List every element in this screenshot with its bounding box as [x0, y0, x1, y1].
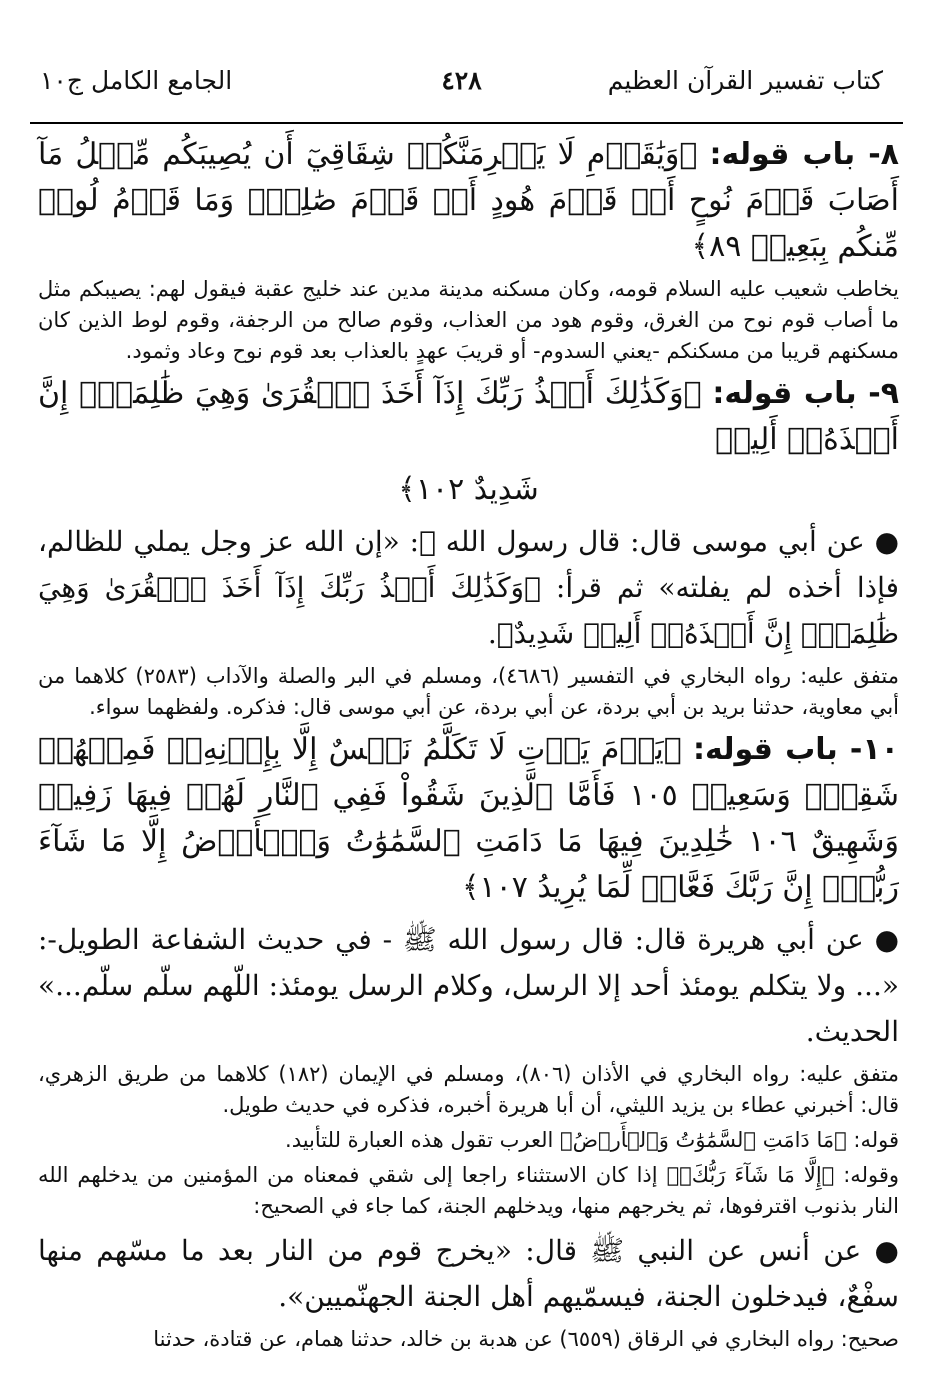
takhrij-abu-hurayra: متفق عليه: رواه البخاري في الأذان (٨٠٦)، ومسلم في الإيمان (١٨٢) كلاهما من طريق الزهري، قال: أخبرني عطاء بن يزيد الليثي، أن أبا هريرة أخبره، فذكره في حديث طويل. [38, 1062, 900, 1117]
chapter-9-label: ٩- باب قوله: [712, 376, 899, 411]
volume-title: الجامع الكامل ج١٠ [40, 66, 233, 95]
commentary-1: قوله: ﴿مَا دَامَتِ ٱلسَّمَٰوَٰتُ وَٱلۡأَرۡضُ﴾ العرب تقول هذه العبارة للتأبيد. [285, 1128, 899, 1152]
chapter-9 [38, 371, 899, 463]
hadith-anas: ● عن أنس عن النبي ﷺ قال: «يخرج قوم من النار بعد ما مسّهم منها سفْعٌ، فيدخلون الجنة، فيسمّيهم أهل الجنة الجهنّميين». [38, 1234, 899, 1313]
page-header [40, 62, 883, 108]
takhrij-anas: صحيح: رواه البخاري في الرقاق (٦٥٥٩) عن هدبة بن خالد، حدثنا همام، عن قتادة، حدثنا [153, 1327, 899, 1351]
hadith-abu-hurayra: ● عن أبي هريرة قال: قال رسول الله ﷺ - في حديث الشفاعة الطويل-: «... ولا يتكلم يومئذ أحد إلا الرسل، وكلام الرسل يومئذ: اللّهم سلّم سلّم...» الحديث. [38, 923, 899, 1048]
chapter-8 [38, 132, 899, 270]
header-rule [30, 122, 903, 124]
commentary-2: وقوله: ﴿إِلَّا مَا شَآءَ رَبُّكَۚ﴾ إذا كان الاستثناء راجعا إلى شقي فمعناه من المؤمنين من يدخلهم الله النار بذنوب اقترفوها، ثم يخرجهم منها، ويدخلهم الجنة، كما جاء في الصحيح: [38, 1163, 899, 1218]
takhrij-abu-musa: متفق عليه: رواه البخاري في التفسير (٤٦٨٦)، ومسلم في البر والصلة والآداب (٢٥٨٣) كلاهما من أبي معاوية، حدثنا بريد بن أبي بردة، عن أبي بردة، عن أبي موسى قال: فذكره. ولفظهما سواء. [38, 664, 900, 719]
hadith-abu-musa: ● عن أبي موسى قال: قال رسول الله ﷺ: «إن الله عز وجل يملي للظالم، فإذا أخذه لم يفلته» ثم قرأ: ﴿وَكَذَٰلِكَ أَخۡذُ رَبِّكَ إِذَآ أَخَذَ ٱلۡقُرَىٰ وَهِيَ ظَٰلِمَةٌۚ إِنَّ أَخۡذَهُۥٓ أَلِيمٞ شَدِيدٌ﴾. [38, 525, 899, 650]
chapter-9-verse-end: شَدِيدٌ ١٠٢﴾ [398, 472, 539, 507]
page-number: ٤٢٨ [441, 66, 482, 95]
chapter-10-label: ١٠- باب قوله: [693, 732, 899, 767]
chapter-8-verse: ﴿وَيَٰقَوۡمِ لَا يَجۡرِمَنَّكُمۡ شِقَاقِيٓ أَن يُصِيبَكُم مِّثۡلُ مَآ أَصَابَ قَوۡمَ نُوحٍ أَوۡ قَوۡمَ هُودٍ أَوۡ قَوۡمَ صَٰلِحٖۚ وَمَا قَوۡمُ لُوطٖ مِّنكُم بِبَعِيدٖ ٨٩﴾ [38, 137, 899, 264]
chapter-8-commentary: يخاطب شعيب عليه السلام قومه، وكان مسكنه مدينة مدين عند خليج عقبة فيقول لهم: يصيبكم مثل ما أصاب قوم نوح من الغرق، وقوم هود من العذاب، وقوم صالح من الرجفة، وقوم لوط الذين كان مسكنهم قريبا من مسكنكم -يعني السدوم- أو قريبَ عهدٍ بالعذاب بعد قوم نوح وعاد وثمود. [38, 277, 899, 363]
chapter-8-label: ٨- باب قوله: [709, 137, 899, 172]
chapter-10 [38, 727, 899, 911]
page-content [38, 132, 899, 1359]
book-title: كتاب تفسير القرآن العظيم [607, 66, 883, 95]
chapter-10-verse: ﴿يَوۡمَ يَأۡتِ لَا تَكَلَّمُ نَفۡسٌ إِلَّا بِإِذۡنِهِۦۚ فَمِنۡهُمۡ شَقِيّٞ وَسَعِيدٞ ١٠٥ فَأَمَّا ٱلَّذِينَ شَقُواْ فَفِي ٱلنَّارِ لَهُمۡ فِيهَا زَفِيرٞ وَشَهِيقٌ ١٠٦ خَٰلِدِينَ فِيهَا مَا دَامَتِ ٱلسَّمَٰوَٰتُ وَٱلۡأَرۡضُ إِلَّا مَا شَآءَ رَبُّكَۚ إِنَّ رَبَّكَ فَعَّالٞ لِّمَا يُرِيدُ ١٠٧﴾ [38, 732, 899, 905]
chapter-9-verse: ﴿وَكَذَٰلِكَ أَخۡذُ رَبِّكَ إِذَآ أَخَذَ ٱلۡقُرَىٰ وَهِيَ ظَٰلِمَةٌۚ إِنَّ أَخۡذَهُۥٓ أَلِيمٞ [38, 376, 899, 457]
